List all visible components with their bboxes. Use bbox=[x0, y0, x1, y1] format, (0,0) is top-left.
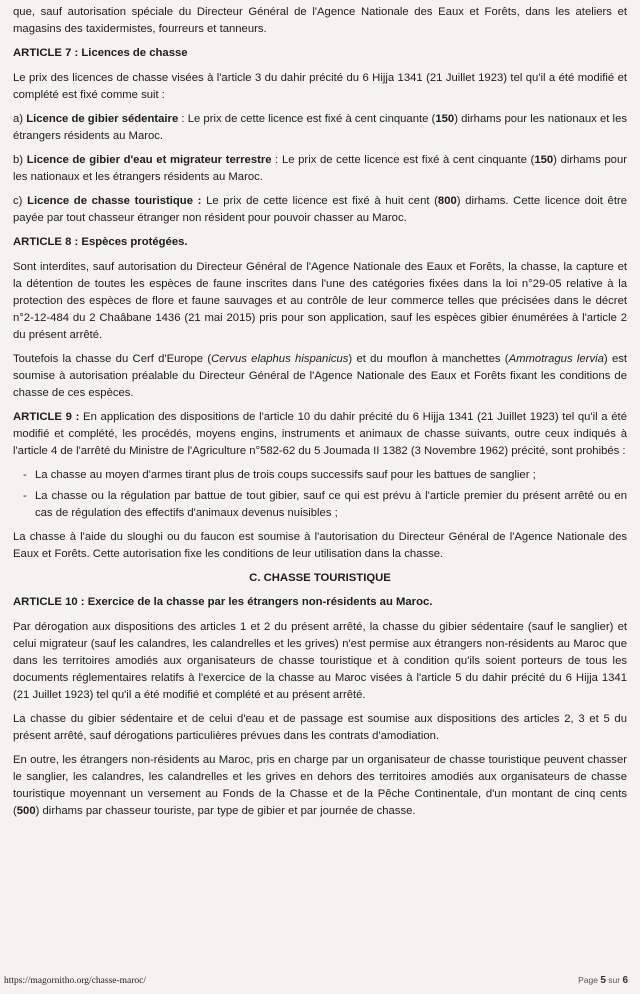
section-c-title: C. CHASSE TOURISTIQUE bbox=[249, 572, 391, 584]
article-10-paragraph-3: En outre, les étrangers non-résidents au Maroc, pris en charge par un organisateur de chasse touristique peuvent chasser le sanglier, les calandres, les calandrelles et les grives en dehors des territoires amodiés aux organisateurs de chasse touristique moyennant un versement au Fonds de la Chasse et de la Pêche Continentale, d'un montant de cinq cents (500) dirhams par chasseur touriste, par type de gibier et par journée de chasse. bbox=[13, 754, 627, 817]
article-8-title: ARTICLE 8 : Espèces protégées. bbox=[13, 236, 188, 248]
article-10-paragraph-2: La chasse du gibier sédentaire et de celui d'eau et de passage est soumise aux dispositions des articles 2, 3 et 5 du présent arrêté, sauf dérogations particulières prévues dans les contrats d'amodiation. bbox=[13, 713, 627, 742]
article-9-title: ARTICLE 9 : bbox=[13, 411, 80, 423]
article-8-paragraph-1: Sont interdites, sauf autorisation du Directeur Général de l'Agence Nationale des Eaux et Forêts, la chasse, la capture et la détention de toutes les espèces de faune inscrites dans l'une des catégories fixées dans la loi n°29-05 relative à la protection des espèces de flore et faune sauvages et au contrôle de leur commerce telles que précisées dans le décret n°2-12-484 du 2 Chaâbane 1436 (21 mai 2015) pris pour son application, sauf les espèces gibier énumérées à l'article 2 du présent arrêté. bbox=[13, 261, 627, 341]
list-item: - La chasse au moyen d'armes tirant plus de trois coups successifs sauf pour les battues de sanglier ; bbox=[23, 469, 536, 481]
page-number: Page 5 sur 6 bbox=[578, 975, 628, 986]
license-b: b) Licence de gibier d'eau et migrateur terrestre : Le prix de cette licence est fixé à cent cinquante (150) dirhams pour les nationaux et les étrangers résidents au Maroc. bbox=[13, 154, 627, 183]
list-item: - La chasse ou la régulation par battue de tout gibier, sauf ce qui est prévu à l'article premier du présent arrêté ou en cas de régulation des effectifs d'animaux devenus nuisibles ; bbox=[23, 490, 627, 519]
document-page bbox=[13, 4, 627, 827]
article-7-title: ARTICLE 7 : Licences de chasse bbox=[13, 47, 188, 59]
article-10-paragraph-1: Par dérogation aux dispositions des articles 1 et 2 du présent arrêté, la chasse du gibier sédentaire (sauf le sanglier) et celui migrateur (sauf les calandres, les calandrelles et les grives) n'est permise aux étrangers non-résidents au Maroc que dans les territoires amodiés aux organisateurs de chasse touristique et à condition qu'ils soient porteurs de tous les documents réglementaires relatifs à l'exercice de la chasse au Maroc visées à l'article 5 du dahir précité du 6 Hijja 1341 (21 Juillet 1923) tel qu'il a été modifié et complété et au présent arrêté. bbox=[13, 621, 627, 701]
license-a: a) Licence de gibier sédentaire : Le prix de cette licence est fixé à cent cinquante (150) dirhams pour les nationaux et les étrangers résidents au Maroc. bbox=[13, 113, 627, 142]
article-8-paragraph-2: Toutefois la chasse du Cerf d'Europe (Cervus elaphus hispanicus) et du mouflon à manchettes (Ammotragus lervia) est soumise à autorisation préalable du Directeur Général de l'Agence Nationale des Eaux et Forêts fixant les conditions de chasse de ces espèces. bbox=[13, 353, 628, 399]
prohibited-list bbox=[13, 467, 627, 522]
article-9-paragraph-1: ARTICLE 9 : En application des dispositions de l'article 10 du dahir précité du 6 Hijja 1341 (21 Juillet 1923) tel qu'il a été modifié et complété, les procédés, moyens engins, instruments et animaux de chasse suivants, outre ceux indiqués à l'article 4 de l'arrêté du Ministre de l'Agriculture n°582-62 du 5 Joumada II 1382 (3 Novembre 1962) précité, sont prohibés : bbox=[13, 411, 627, 457]
article-9-paragraph-2: La chasse à l'aide du sloughi ou du faucon est soumise à l'autorisation du Directeur Général de l'Agence Nationale des Eaux et Forêts. Cette autorisation fixe les conditions de leur utilisation dans la chasse. bbox=[13, 531, 627, 560]
intro-paragraph: que, sauf autorisation spéciale du Directeur Général de l'Agence Nationale des Eaux et Forêts, dans les ateliers et magasins des taxidermistes, fourreurs et tanneurs. bbox=[13, 6, 627, 35]
license-c: c) Licence de chasse touristique : Le prix de cette licence est fixé à huit cent (800) dirhams. Cette licence doit être payée par tout chasseur étranger non résident pour pouvoir chasser au Maroc. bbox=[13, 195, 627, 224]
article-7-paragraph: Le prix des licences de chasse visées à l'article 3 du dahir précité du 6 Hijja 1341 (21 Juillet 1923) tel qu'il a été modifié et complété est fixé comme suit : bbox=[13, 72, 627, 101]
article-10-title: ARTICLE 10 : Exercice de la chasse par les étrangers non-résidents au Maroc. bbox=[13, 596, 433, 608]
source-url[interactable]: https://magornitho.org/chasse-maroc/ bbox=[4, 976, 147, 986]
